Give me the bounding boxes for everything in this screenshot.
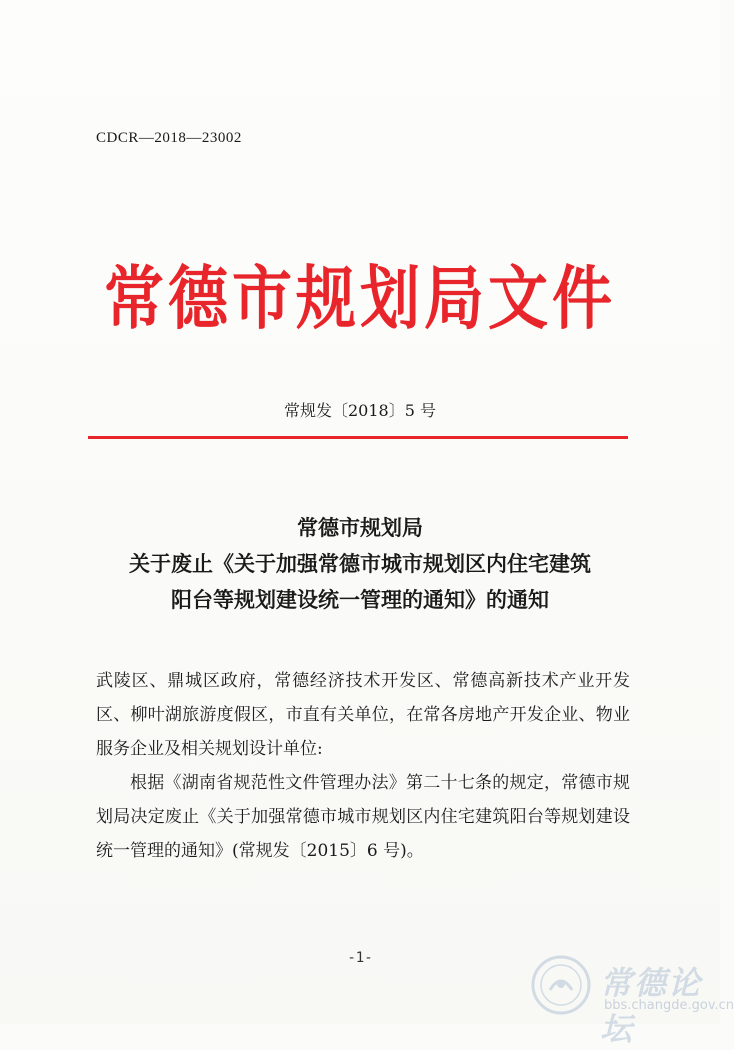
page-number: -1- [347,950,373,966]
document-number: 常规发〔2018〕5 号 [284,401,436,420]
watermark [524,948,734,1048]
title-line: 常德市规划局 [297,515,423,540]
watermark-url: bbs.changde.gov.cn [604,998,734,1013]
document-body [96,664,630,868]
body-paragraph: 根据《湖南省规范性文件管理办法》第二十七条的规定，常德市规划局决定废止《关于加强常德市城市规划区内住宅建筑阳台等规划建设统一管理的通知》(常规发〔2015〕6 号)。 [96,773,630,861]
red-letterhead: 常德市规划局文件 [104,258,616,340]
document-id: CDCR—2018—23002 [96,130,242,146]
recipients-paragraph: 武陵区、鼎城区政府，常德经济技术开发区、常德高新技术产业开发区、柳叶湖旅游度假区，市直有关单位，在常各房地产开发企业、物业服务企业及相关规划设计单位: [96,671,630,759]
watermark-text: 常德论坛 [600,964,703,1048]
document-title [0,510,720,618]
red-divider-line [88,436,628,439]
title-line: 关于废止《关于加强常德市城市规划区内住宅建筑 [129,551,591,576]
title-line: 阳台等规划建设统一管理的通知》的通知 [171,587,549,612]
watermark-seal-icon [530,954,592,1016]
